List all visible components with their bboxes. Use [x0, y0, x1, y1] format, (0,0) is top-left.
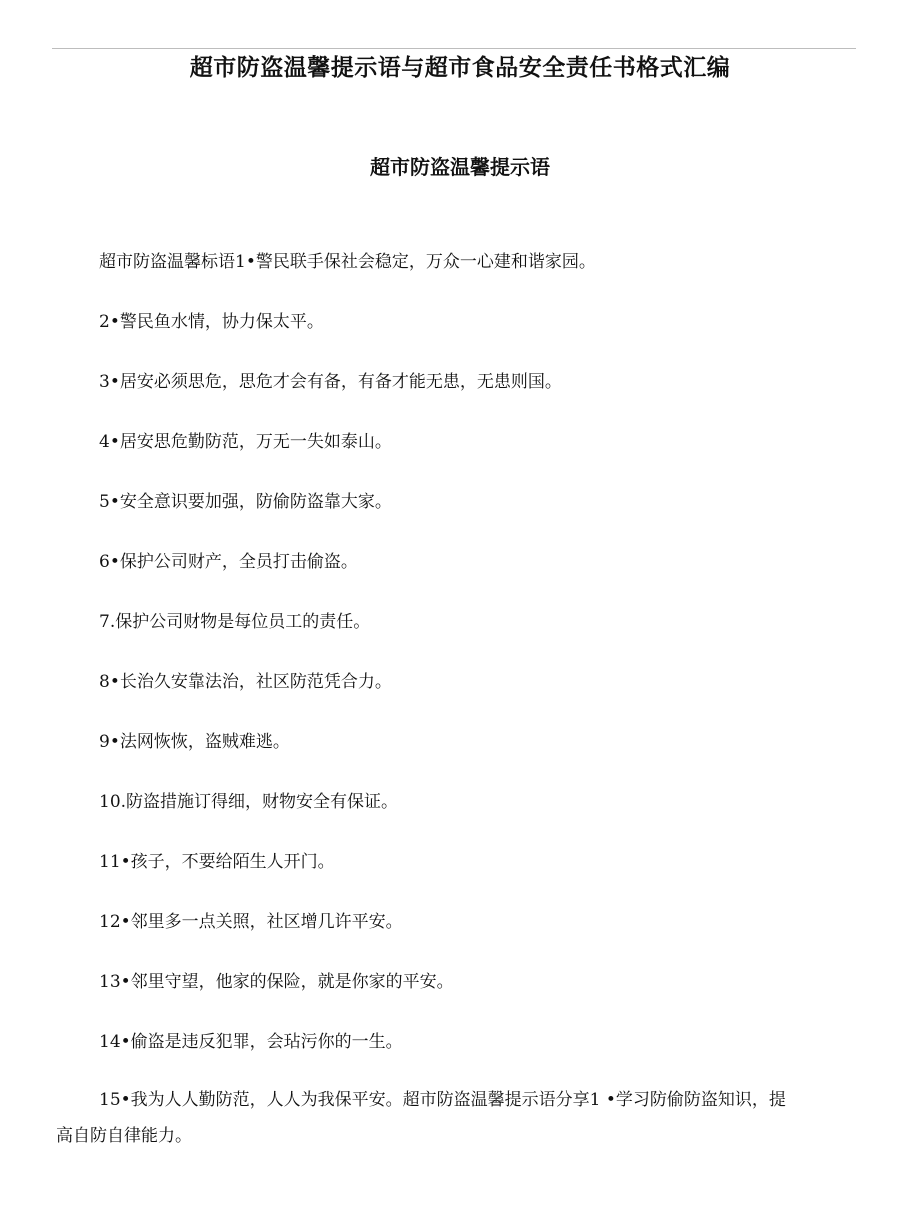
slogan-line: 5•安全意识要加强，防偷防盗靠大家。 [99, 492, 392, 512]
slogan-line: 7.保护公司财物是每位员工的责任。 [99, 612, 371, 632]
slogan-line: 14•偷盗是违反犯罪，会玷污你的一生。 [99, 1032, 403, 1052]
header-rule [52, 48, 856, 49]
slogan-line: 4•居安思危勤防范，万无一失如泰山。 [99, 432, 392, 452]
section-title: 超市防盗温馨提示语 [370, 155, 550, 179]
slogan-line: 6•保护公司财产，全员打击偷盗。 [99, 552, 358, 572]
slogan-list [56, 247, 796, 1087]
slogan-line: 8•长治久安靠法治，社区防范凭合力。 [99, 672, 392, 692]
slogan-line: 2•警民鱼水情，协力保太平。 [99, 312, 324, 332]
slogan-line: 11•孩子，不要给陌生人开门。 [99, 852, 335, 872]
slogan-paragraph: 15•我为人人勤防范，人人为我保平安。超市防盗温馨提示语分享1 •学习防偷防盗知识，提高自防自律能力。 [56, 1090, 786, 1146]
slogan-line: 12•邻里多一点关照，社区增几许平安。 [99, 912, 403, 932]
slogan-line: 9•法网恢恢，盗贼难逃。 [99, 732, 290, 752]
slogan-line: 13•邻里守望，他家的保险，就是你家的平安。 [99, 972, 454, 992]
document-title: 超市防盗温馨提示语与超市食品安全责任书格式汇编 [189, 55, 731, 81]
slogan-line: 10.防盗措施订得细，财物安全有保证。 [99, 792, 399, 812]
slogan-line: 3•居安必须思危，思危才会有备，有备才能无患，无患则国。 [99, 372, 562, 392]
slogan-line: 超市防盗温馨标语1•警民联手保社会稳定，万众一心建和谐家园。 [99, 252, 596, 272]
